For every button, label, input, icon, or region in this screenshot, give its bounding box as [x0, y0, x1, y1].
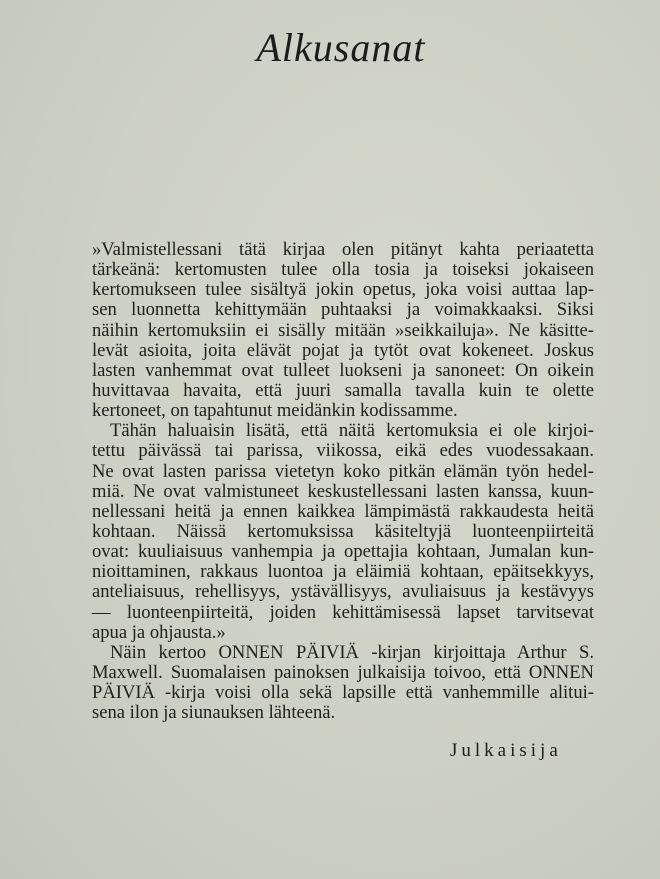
text-line: näihin kertomuksiin ei sisälly mitään »seikkailuja». Ne käsitte-	[92, 319, 594, 341]
text-line: nioittaminen, rakkaus luontoa ja eläimiä kohtaan, epäitsekkyys,	[92, 561, 594, 583]
text-line: huvittavaa havaita, että juuri samalla tavalla kuin te olette	[92, 379, 594, 401]
page-title: Alkusanat	[256, 25, 426, 70]
text-line: tärkeänä: kertomusten tulee olla tosia ja toiseksi jokaiseen	[92, 259, 594, 281]
text-line: nellessani heitä ja ennen kaikkea lämpimästä rakkaudesta heitä	[92, 500, 594, 522]
text-line: ovat: kuuliaisuus vanhempia ja opettajia kohtaan, Jumalan kun-	[92, 541, 594, 563]
text-line: Näin kertoo ONNEN PÄIVIÄ -kirjan kirjoittaja Arthur S.	[110, 641, 594, 663]
text-line: kertomukseen tulee sisältyä jokin opetus, joka voisi auttaa lap-	[92, 279, 594, 301]
preface-body	[92, 240, 594, 723]
text-line: sena ilon ja siunauksen lähteenä.	[92, 702, 336, 724]
text-line: lasten vanhemmat ovat tulleet luokseni ja sanoneet: On oikein	[92, 359, 594, 381]
text-line: miä. Ne ovat valmistuneet keskustellessani lasten kanssa, kuun-	[92, 480, 594, 502]
paragraph-1	[92, 240, 594, 421]
text-line: »Valmistellessani tätä kirjaa olen pitänyt kahta periaatetta	[92, 239, 594, 260]
text-line: levät asioita, joita elävät pojat ja tytöt ovat kokeneet. Joskus	[92, 339, 594, 361]
text-line: anteliaisuus, rehellisyys, ystävällisyys, avuliaisuus ja kestävyys	[92, 581, 594, 603]
text-line: PÄIVIÄ -kirja voisi olla sekä lapsille että vanhemmille alitui-	[92, 682, 594, 704]
signature: Julkaisija	[450, 740, 562, 761]
text-line: kertoneet, on tapahtunut meidänkin kodissamme.	[92, 400, 458, 422]
text-line: Maxwell. Suomalaisen painoksen julkaisija toivoo, että ONNEN	[92, 661, 594, 683]
text-line: Tähän haluaisin lisätä, että näitä kertomuksia ei ole kirjoi-	[110, 420, 594, 442]
text-line: — luonteenpiirteitä, joiden kehittämisessä lapset tarvitsevat	[92, 601, 594, 623]
text-line: Ne ovat lasten parissa vietetyn koko pitkän elämän työn hedel-	[92, 460, 594, 482]
text-line: apua ja ohjausta.»	[92, 621, 226, 643]
text-line: tettu päivässä tai parissa, viikossa, eikä edes vuodessakaan.	[92, 440, 594, 462]
paragraph-3	[92, 643, 594, 724]
text-line: kohtaan. Näissä kertomuksissa käsiteltyjä luonteenpiirteitä	[92, 520, 594, 542]
text-line: sen luonnetta kehittymään puhtaaksi ja voimakkaaksi. Siksi	[92, 299, 594, 321]
paragraph-2	[92, 421, 594, 643]
